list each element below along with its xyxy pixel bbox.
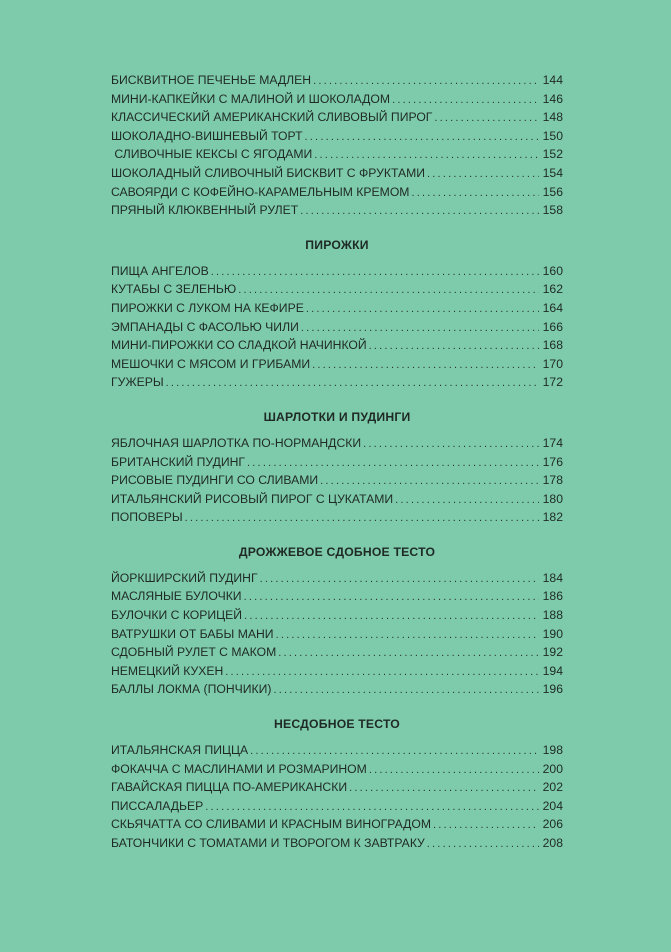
dot-leader [276,626,539,645]
dot-leader [205,798,538,817]
entry-title: ПОПОВЕРЫ [111,510,183,525]
entry-title: МАСЛЯНЫЕ БУЛОЧКИ [111,589,242,604]
dot-leader [273,681,538,700]
page-number: 182 [542,510,563,525]
page-number: 204 [542,798,563,813]
toc-entry[interactable] [111,71,563,90]
dot-leader [306,300,539,319]
toc-entry[interactable] [111,164,563,183]
table-of-contents [111,71,563,853]
toc-entry[interactable] [111,490,563,509]
dot-leader [211,263,539,282]
toc-entry[interactable] [111,606,563,625]
dot-leader [225,663,538,682]
entry-title: НЕМЕЦКИЙ КУХЕН [111,663,224,678]
toc-entry[interactable] [111,643,563,662]
entry-title: ШОКОЛАДНЫЙ СЛИВОЧНЫЙ БИСКВИТ С ФРУКТАМИ [111,165,426,180]
entry-title: ИТАЛЬЯНСКИЙ РИСОВЫЙ ПИРОГ С ЦУКАТАМИ [111,491,394,506]
dot-leader [434,109,538,128]
toc-section [111,715,563,853]
page-number: 206 [542,817,563,832]
toc-entry[interactable] [111,471,563,490]
dot-leader [313,72,539,91]
page-number: 202 [542,780,563,795]
toc-entry[interactable] [111,778,563,797]
dot-leader [411,184,538,203]
page-number: 190 [542,626,563,641]
toc-entry[interactable] [111,201,563,220]
page-number: 176 [542,454,563,469]
entry-title: ЙОРКШИРСКИЙ ПУДИНГ [111,570,258,585]
dot-leader [312,356,539,375]
entry-title: ГАВАЙСКАЯ ПИЦЦА ПО-АМЕРИКАНСКИ [111,780,348,795]
dot-leader [349,779,539,798]
page-number: 196 [542,682,563,697]
page-number: 208 [542,836,563,850]
entry-title: БРИТАНСКИЙ ПУДИНГ [111,454,246,469]
entry-title: ИТАЛЬЯНСКАЯ ПИЦЦА [111,743,249,758]
toc-entry[interactable] [111,587,563,606]
toc-entry[interactable] [111,434,563,453]
dot-leader [305,128,539,147]
toc-section [111,543,563,699]
toc-entry[interactable] [111,108,563,127]
toc-entry[interactable] [111,373,563,392]
entry-title: БАЛЛЫ ЛОКМА (ПОНЧИКИ) [111,682,272,697]
section-heading: ПИРОЖКИ [305,237,369,252]
page-number: 164 [542,300,563,315]
toc-entry[interactable] [111,262,563,281]
page-number: 144 [542,73,563,87]
page-number: 146 [542,91,563,106]
toc-entry[interactable] [111,834,563,853]
toc-entry[interactable] [111,741,563,760]
toc-section [111,408,563,527]
dot-leader [244,588,539,607]
section-heading: ШАРЛОТКИ И ПУДИНГИ [263,409,411,424]
dot-leader [244,607,539,626]
dot-leader [320,472,538,491]
page-number: 174 [542,435,563,450]
page-number: 180 [542,491,563,506]
dot-leader [166,374,539,393]
entry-title: БУЛОЧКИ С КОРИЦЕЙ [111,608,243,623]
dot-leader [301,319,539,338]
page-number: 200 [542,761,563,776]
dot-leader [250,742,539,761]
toc-entry[interactable] [111,183,563,202]
toc-entry[interactable] [111,508,563,527]
toc-entry[interactable] [111,760,563,779]
entry-title: СЛИВОЧНЫЕ КЕКСЫ С ЯГОДАМИ [111,147,313,162]
entry-title: СКЬЯЧАТТА СО СЛИВАМИ И КРАСНЫМ ВИНОГРАДОМ [111,817,432,832]
entry-title: СДОБНЫЙ РУЛЕТ С МАКОМ [111,645,277,660]
section-heading: НЕСДОБНОЕ ТЕСТО [274,717,400,732]
page-number: 158 [542,203,563,218]
entry-title: КЛАССИЧЕСКИЙ АМЕРИКАНСКИЙ СЛИВОВЫЙ ПИРОГ [111,110,433,125]
entry-title: КУТАБЫ С ЗЕЛЕНЬЮ [111,282,237,297]
entry-title: ЭМПАНАДЫ С ФАСОЛЬЮ ЧИЛИ [111,319,299,334]
page-number: 170 [542,356,563,371]
entry-title: ПРЯНЫЙ КЛЮКВЕННЫЙ РУЛЕТ [111,203,299,218]
toc-entry[interactable] [111,625,563,644]
dot-leader [260,570,539,589]
dot-leader [433,816,539,835]
entry-title: ПИССАЛАДЬЕР [111,798,204,813]
dot-leader [185,509,539,528]
dot-leader [238,281,538,300]
dot-leader [395,491,538,510]
toc-entry[interactable] [111,145,563,164]
page-number: 172 [542,375,563,390]
page-number: 184 [542,570,563,585]
dot-leader [363,435,539,454]
entry-title: ГУЖЕРЫ [111,375,164,390]
toc-entry[interactable] [111,453,563,472]
entry-title: МЕШОЧКИ С МЯСОМ И ГРИБАМИ [111,356,311,371]
entry-title: БИСКВИТНОЕ ПЕЧЕНЬЕ МАДЛЕН [111,73,312,87]
toc-entry[interactable] [111,280,563,299]
toc-entry[interactable] [111,318,563,337]
page-number: 192 [542,645,563,660]
page-number: 162 [542,282,563,297]
page-number: 198 [542,743,563,758]
entry-title: РИСОВЫЕ ПУДИНГИ СО СЛИВАМИ [111,473,319,488]
dot-leader [247,454,539,473]
page-number: 150 [542,128,563,143]
entry-title: МИНИ-КАПКЕЙКИ С МАЛИНОЙ И ШОКОЛАДОМ [111,91,391,106]
dot-leader [300,202,538,221]
page-number: 148 [542,110,563,125]
entry-title: ФОКАЧЧА С МАСЛИНАМИ И РОЗМАРИНОМ [111,761,367,776]
toc-entry[interactable] [111,355,563,374]
entry-title: ВАТРУШКИ ОТ БАБЫ МАНИ [111,626,274,641]
page-number: 188 [542,608,563,623]
toc-entry[interactable] [111,127,563,146]
entry-title: САВОЯРДИ С КОФЕЙНО-КАРАМЕЛЬНЫМ КРЕМОМ [111,184,410,199]
page-number: 186 [542,589,563,604]
entry-title: ПИЩА АНГЕЛОВ [111,263,209,278]
page-number: 194 [542,663,563,678]
toc-section [111,71,563,220]
dot-leader [369,761,539,780]
section-heading: ДРОЖЖЕВОЕ СДОБНОЕ ТЕСТО [238,544,436,559]
toc-entry[interactable] [111,90,563,109]
toc-entry[interactable] [111,662,563,681]
page-number: 168 [542,338,563,353]
dot-leader [278,644,538,663]
page-number: 178 [542,473,563,488]
entry-title: БАТОНЧИКИ С ТОМАТАМИ И ТВОРОГОМ К ЗАВТРАКУ [111,836,425,850]
page-number: 160 [542,263,563,278]
toc-entry[interactable] [111,569,563,588]
dot-leader [314,146,538,165]
entry-title: МИНИ-ПИРОЖКИ СО СЛАДКОЙ НАЧИНКОЙ [111,338,367,353]
toc-entry[interactable] [111,299,563,318]
toc-section [111,236,563,392]
entry-title: ЯБЛОЧНАЯ ШАРЛОТКА ПО-НОРМАНДСКИ [111,435,362,450]
page-number: 152 [542,147,563,162]
toc-entry[interactable] [111,680,563,699]
page-number: 154 [542,165,563,180]
dot-leader [427,165,539,184]
toc-entry[interactable] [111,815,563,834]
dot-leader [369,337,539,356]
toc-entry[interactable] [111,797,563,816]
page-number: 166 [542,319,563,334]
dot-leader [427,835,539,854]
entry-title: ПИРОЖКИ С ЛУКОМ НА КЕФИРЕ [111,300,304,315]
toc-entry[interactable] [111,336,563,355]
dot-leader [392,91,539,110]
entry-title: ШОКОЛАДНО-ВИШНЕВЫЙ ТОРТ [111,128,303,143]
page-number: 156 [542,184,563,199]
